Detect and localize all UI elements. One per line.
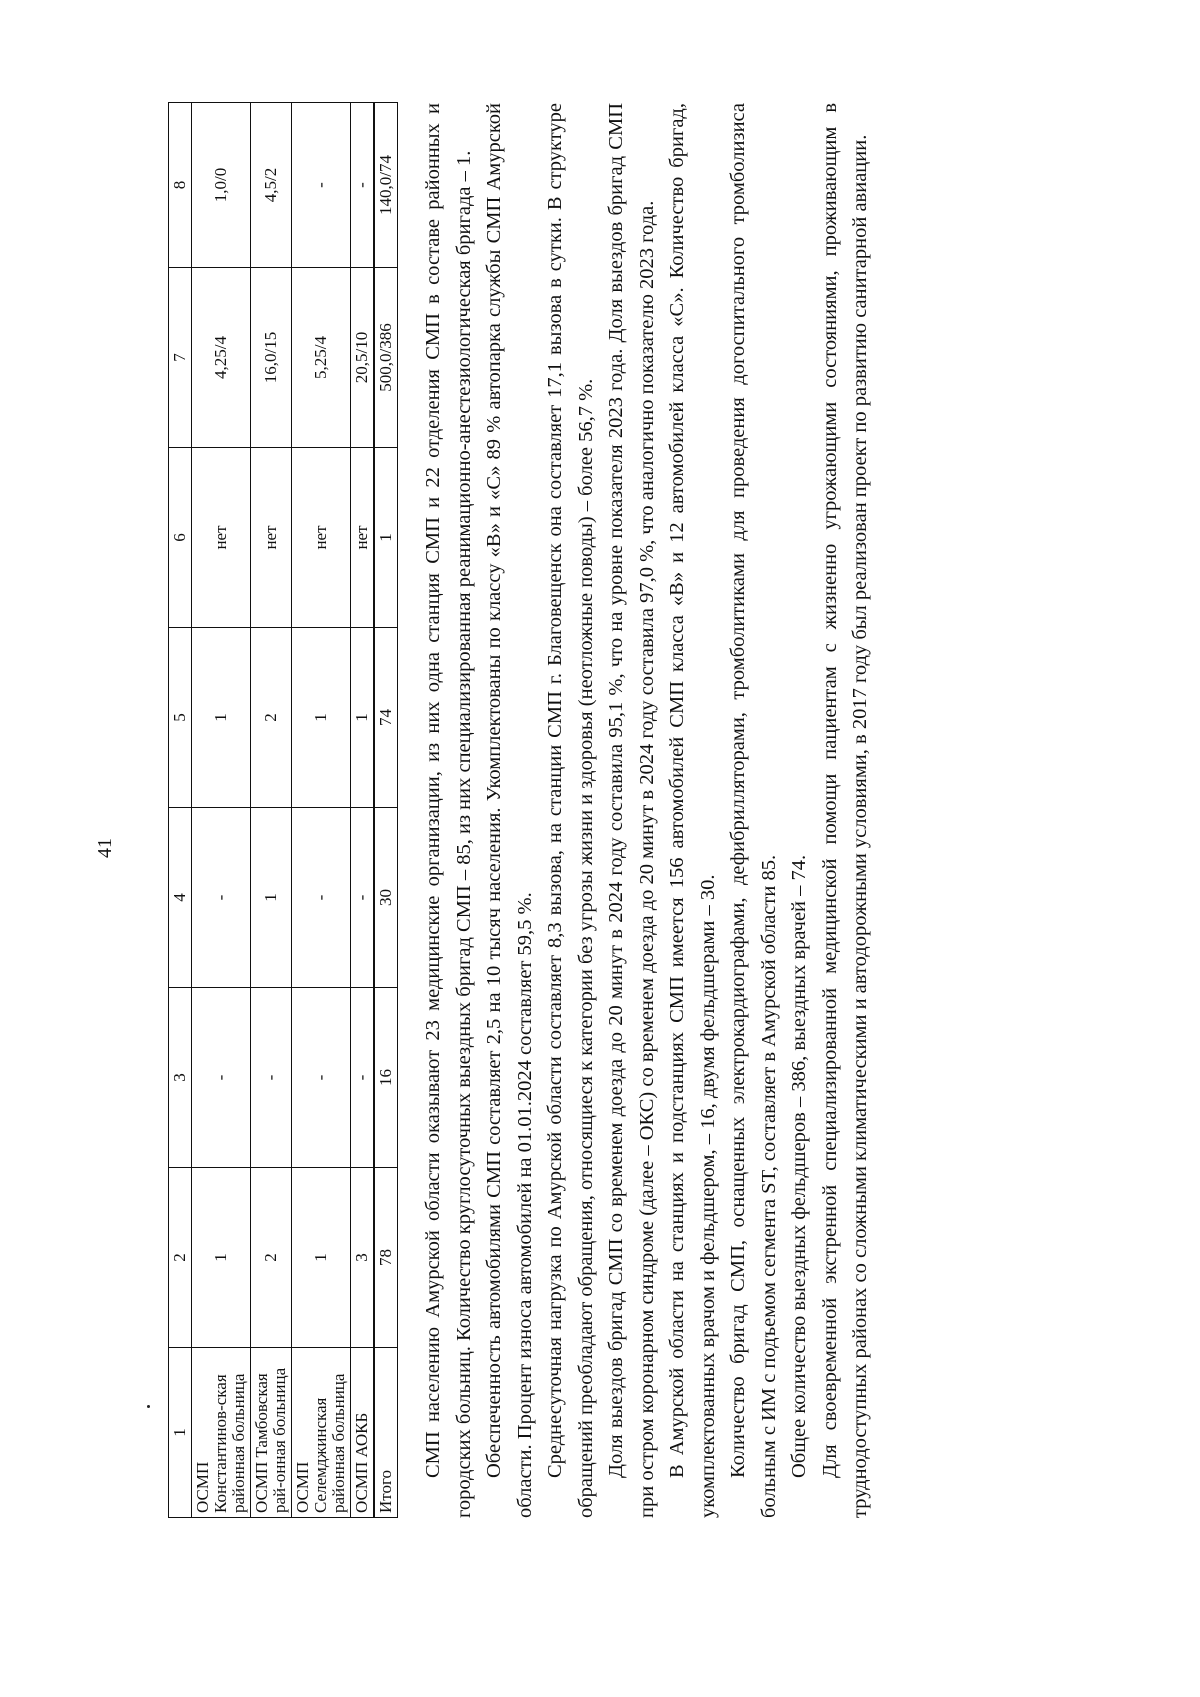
paragraph: Для своевременной экстренной специализированной медицинской помощи пациентам с жизненно угрожающими состояниями, проживающим в труднодоступных районах со сложными климатическими и автодорожными условиями, в 2017 году был реализован проект по развитию санитарной авиации. — [818, 103, 871, 1518]
paragraph: Обеспеченность автомобилями СМП составляет 2,5 на 10 тысяч населения. Укомплектованы по классу «В» и «С» 89 % автопарка службы СМП Амурской области. Процент износа автомобилей на 01.01.2024 составляет 59,5 %. — [483, 103, 536, 1518]
data-table — [168, 102, 398, 1518]
table-row — [292, 103, 351, 1518]
table-cell: 16,0/15 — [251, 268, 292, 448]
table-cell: 1 — [192, 1168, 251, 1348]
table-header-cell: 8 — [169, 103, 192, 268]
table-header-cell: 5 — [169, 628, 192, 808]
table-cell: - — [351, 988, 375, 1168]
table-cell: 1 — [251, 808, 292, 988]
rotated-content — [168, 103, 1028, 1518]
table-header-row — [169, 103, 192, 1518]
scan-dot — [147, 1405, 150, 1408]
table-header-cell: 4 — [169, 808, 192, 988]
table-row — [251, 103, 292, 1518]
table-cell: - — [192, 808, 251, 988]
table-cell: 3 — [351, 1168, 375, 1348]
table-cell: 5,25/4 — [292, 268, 351, 448]
table-cell: 1 — [292, 628, 351, 808]
table-cell: нет — [251, 448, 292, 628]
table-cell: 74 — [374, 628, 398, 808]
table-row — [192, 103, 251, 1518]
table-cell: - — [292, 988, 351, 1168]
table-header-cell: 3 — [169, 988, 192, 1168]
table-cell: 500,0/386 — [374, 268, 398, 448]
table-cell: 4,25/4 — [192, 268, 251, 448]
table-cell: 1 — [292, 1168, 351, 1348]
paragraph: Количество бригад СМП, оснащенных электрокардиографами, дефибрилляторами, тромболитиками для проведения догоспитального тромболизиса больным с ИМ с подъемом сегмента ST, составляет в Амурской области 85. — [727, 103, 780, 1518]
table-cell: - — [251, 988, 292, 1168]
table-cell: 78 — [374, 1168, 398, 1348]
table-cell: 20,5/10 — [351, 268, 375, 448]
paragraph: В Амурской области на станциях и подстанциях СМП имеется 156 автомобилей СМП класса «В» и 12 автомобилей класса «С». Количество бригад, укомплектованных врачом и фельдшером, – 16, двумя фельдшерами – 30. — [666, 103, 719, 1518]
table-header-cell: 7 — [169, 268, 192, 448]
table-cell: - — [292, 103, 351, 268]
table-cell: 4,5/2 — [251, 103, 292, 268]
table-cell: 1,0/0 — [192, 103, 251, 268]
table-cell: 16 — [374, 988, 398, 1168]
table-cell-name: ОСМП Селемджинская районная больница — [292, 1348, 351, 1518]
table-cell: нет — [292, 448, 351, 628]
table-header-cell: 6 — [169, 448, 192, 628]
table-cell-name: ОСМП Константинов-ская районная больница — [192, 1348, 251, 1518]
table-cell: - — [351, 103, 375, 268]
table-row — [351, 103, 375, 1518]
table-cell: 30 — [374, 808, 398, 988]
table-cell-name: ОСМП АОКБ — [351, 1348, 375, 1518]
table-cell: нет — [192, 448, 251, 628]
body-text — [418, 103, 876, 1518]
paragraph: Общее количество выездных фельдшеров – 386, выездных врачей – 74. — [788, 854, 810, 1478]
table-cell: 2 — [251, 628, 292, 808]
paragraph: Доля выездов бригад СМП со временем доезда до 20 минут в 2024 году составила 95,1 %, что на уровне показателя 2023 года. Доля выездов бригад СМП при остром коронарном синдроме (далее – ОКС) со временем доезда до 20 минут в 2024 году составила 97,0 %, что аналогично показателю 2023 года. — [605, 103, 658, 1518]
table-cell: нет — [351, 448, 375, 628]
table-cell: - — [351, 808, 375, 988]
table-header-cell: 1 — [169, 1348, 192, 1518]
table-header-cell: 2 — [169, 1168, 192, 1348]
page-number: 41 — [94, 838, 116, 858]
paragraph: Среднесуточная нагрузка по Амурской области составляет 8,3 вызова, на станции СМП г. Благовещенск она составляет 17,1 вызова в сутки. В структуре обращений преобладают обращения, относящиеся к категории без угрозы жизни и здоровья (неотложные поводы) – более 56,7 %. — [544, 103, 597, 1518]
table-cell: 2 — [251, 1168, 292, 1348]
table-total-row — [374, 103, 398, 1518]
table-cell: - — [192, 988, 251, 1168]
table-cell: 1 — [351, 628, 375, 808]
table-cell: 1 — [374, 448, 398, 628]
table-cell-name: Итого — [374, 1348, 398, 1518]
table-cell: 1 — [192, 628, 251, 808]
table-cell: - — [292, 808, 351, 988]
table-cell-name: ОСМП Тамбовская рай-онная больница — [251, 1348, 292, 1518]
table-cell: 140,0/74 — [374, 103, 398, 268]
paragraph: СМП населению Амурской области оказывают 23 медицинские организации, из них одна станция СМП и 22 отделения СМП в составе районных и городских больниц. Количество круглосуточных выездных бригад СМП – 85, из них специализированная реанимационно-анестезиологическая бригада – 1. — [422, 103, 475, 1518]
